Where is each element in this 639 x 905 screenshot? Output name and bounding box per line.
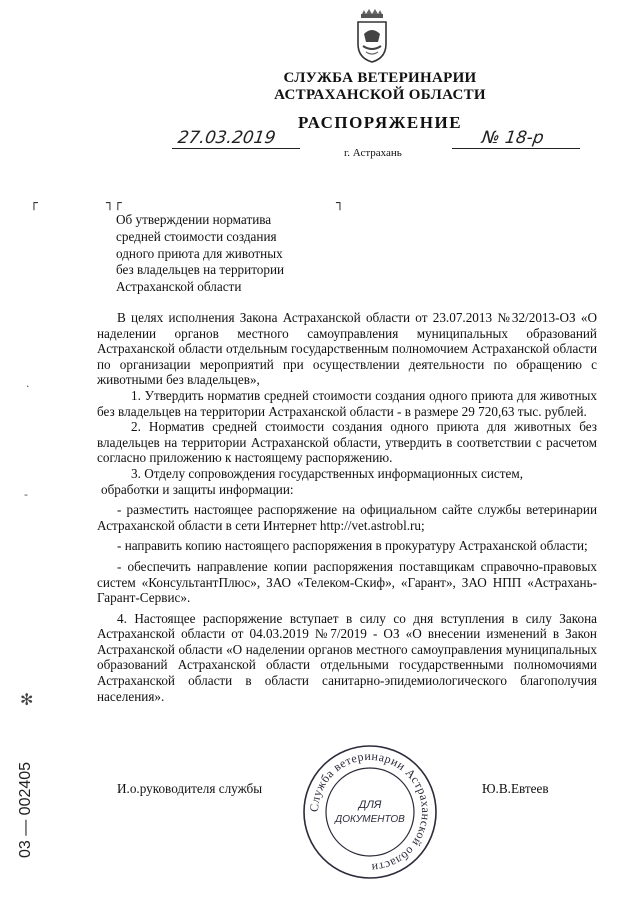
official-stamp: [300, 742, 440, 882]
coat-of-arms-emblem: [352, 8, 392, 64]
handwritten-number: № 18-р: [480, 128, 546, 148]
margin-tick: ·: [26, 380, 30, 393]
item-1-paragraph: 1. Утвердить норматив средней стоимости создания одного приюта для животных без владельцев на территории Астраханской области - в размере 29 720,63 тыс. рублей.: [97, 387, 597, 419]
number-underline: [452, 148, 580, 149]
corner-mark-subject-left: ┐┌: [106, 196, 122, 211]
margin-tick: -: [24, 488, 28, 501]
stamp-ring-text: Служба ветеринарии Астраханской области: [306, 748, 434, 876]
subject-line: одного приюта для животных: [116, 245, 283, 261]
corner-mark-left: ┌: [30, 196, 38, 211]
corner-mark-subject-right: ┐: [336, 196, 344, 211]
subject-line: средней стоимости создания: [116, 228, 277, 244]
snowflake-mark-icon: ✻: [20, 690, 34, 709]
document-subject: [116, 212, 316, 296]
bullet-publish-website: - разместить настоящее распоряжение на официальном сайте службы ветеринарии Астраханской области в сети Интернет http://vet.astrobl.ru;: [97, 502, 597, 533]
item-3-continuation: обработки и защиты информации:: [101, 481, 294, 497]
organization-name-line2: АСТРАХАНСКОЙ ОБЛАСТИ: [274, 87, 486, 103]
signatory-position: И.о.руководителя службы: [117, 781, 263, 796]
margin-code-text: 03 — 002405: [17, 761, 34, 858]
item-3-paragraph: 3. Отделу сопровождения государственных информационных систем,: [131, 465, 524, 481]
document-body: [97, 310, 597, 704]
item-2-paragraph: 2. Норматив средней стоимости создания одного приюта для животных без владельцев на территории Астраханской области, утвердить в соответствии с расчетом согласно приложению к настоящему распоряжению.: [97, 419, 597, 466]
city-label: г. Астрахань: [344, 147, 402, 159]
preamble-paragraph: В целях исполнения Закона Астраханской области от 23.07.2013 №32/2013-ОЗ «О наделении органов местного самоуправления муниципальных образований Астраханской области отдельным государственным полномочием Астраханской области по организации мероприятий при осуществлении деятельности по обращению с животными без владельцев»,: [97, 310, 597, 388]
bullet-legal-systems: - обеспечить направление копии распоряжения поставщикам справочно-правовых систем «КонсультантПлюс», ЗАО «Телеком-Скиф», «Гарант», ЗАО НПП «Астрахань-Гарант-Сервис».: [97, 558, 597, 606]
organization-name-line1: СЛУЖБА ВЕТЕРИНАРИИ: [283, 70, 477, 86]
subject-line: Астраханской области: [116, 279, 242, 295]
subject-line: без владельцев на территории: [116, 262, 285, 278]
margin-registration-code: [12, 740, 36, 860]
stamp-center-line2: ДОКУМЕНТОВ: [335, 814, 405, 825]
subject-line: Об утверждении норматива: [116, 212, 272, 227]
bullet-send-prosecutor: - направить копию настоящего распоряжения в прокуратуру Астраханской области;: [117, 538, 588, 554]
document-type-title: РАСПОРЯЖЕНИЕ: [297, 113, 463, 132]
stamp-center-line1: ДЛЯ: [358, 799, 382, 811]
date-underline: [172, 148, 300, 149]
handwritten-date: 27.03.2019: [176, 128, 277, 148]
item-4-paragraph: 4. Настоящее распоряжение вступает в силу со дня вступления в силу Закона Астраханской области от 04.03.2019 №7/2019 - ОЗ «О внесении изменений в Закон Астраханской области «О наделении органов местного самоуправления муниципальных образований Астраханской области отдельными государственными полномочиями Астраханской области в области санитарно-эпидемиологического благополучия населения».: [97, 610, 597, 704]
signatory-name: Ю.В.Евтеев: [482, 781, 549, 796]
